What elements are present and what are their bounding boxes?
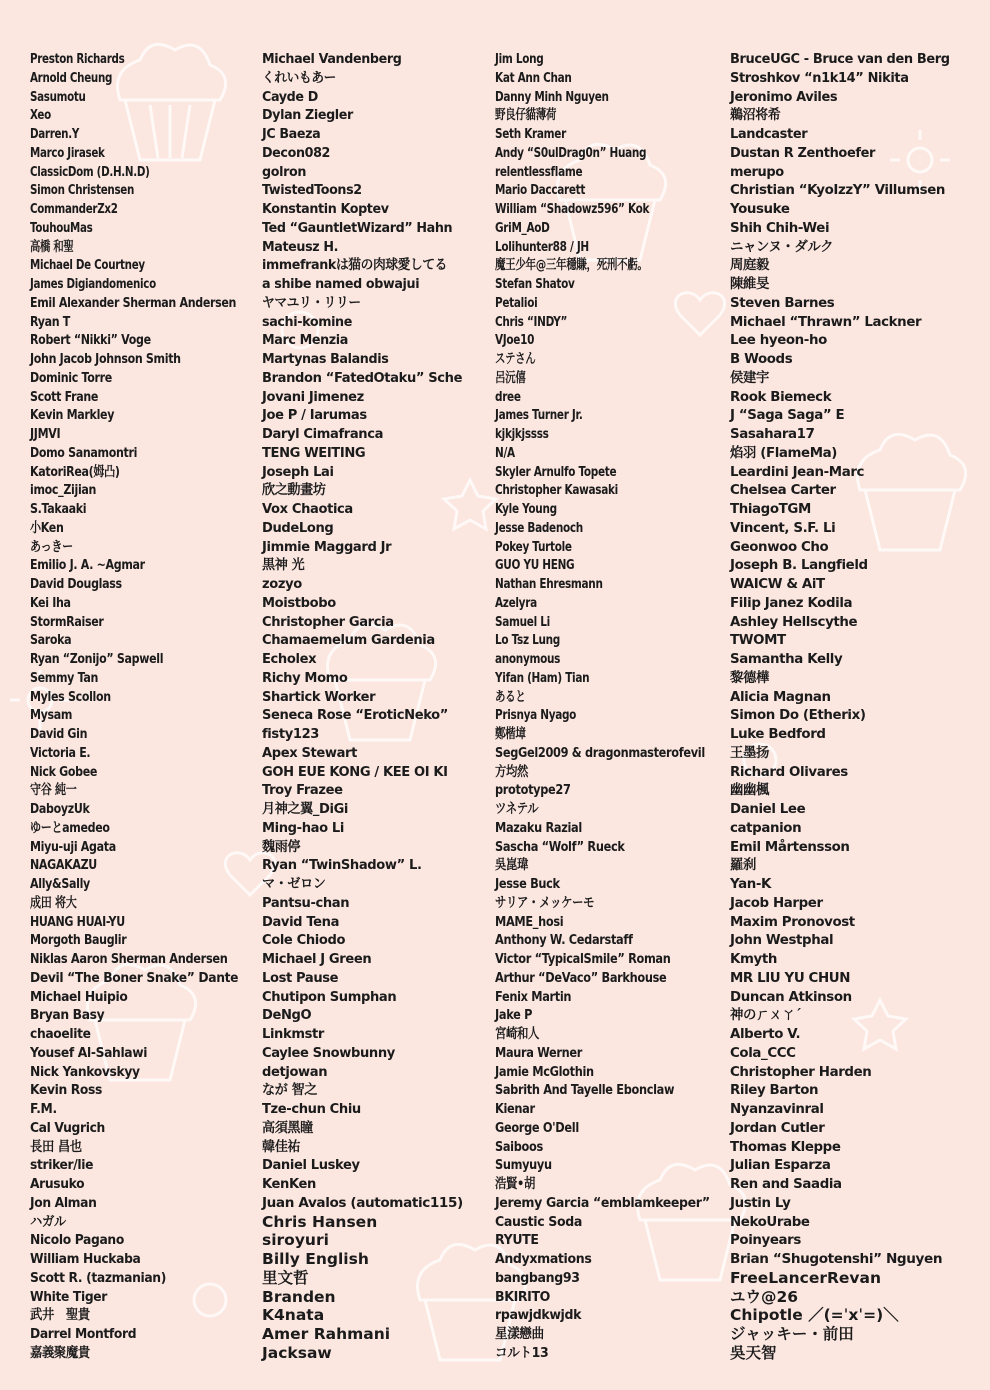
credit-name: TwistedToons2 xyxy=(262,182,362,199)
credit-name: 方均然 xyxy=(495,763,529,780)
credit-name: NekoUrabe xyxy=(730,1213,810,1230)
credit-name: Fenix Martin xyxy=(495,988,572,1005)
credits-column-2 xyxy=(262,50,470,1363)
credit-name: DaboyzUk xyxy=(30,801,90,817)
credit-name: Andyxmations xyxy=(495,1251,592,1267)
credit-name: Brian “Shugotenshi” Nguyen xyxy=(730,1251,943,1267)
credit-name: ステさん xyxy=(495,351,536,367)
credit-name: Jesse Buck xyxy=(495,876,560,892)
credit-name: Semmy Tan xyxy=(30,669,99,686)
credit-name: Vox Chaotica xyxy=(262,501,353,517)
credit-name: TouhouMas xyxy=(30,219,93,236)
credit-name: Maura Werner xyxy=(495,1044,583,1061)
credit-name: 羅刹 xyxy=(730,857,756,874)
credit-name: zozyo xyxy=(262,576,302,592)
credit-name: 吳天智 xyxy=(730,1343,777,1362)
credit-name: immefrankは猫の肉球愛してる xyxy=(262,257,448,274)
credit-name: prototype27 xyxy=(495,782,571,799)
credit-name: ハガル xyxy=(30,1213,66,1230)
credit-name: Kei Iha xyxy=(30,594,71,611)
credit-name: Joe P / Iarumas xyxy=(262,407,367,424)
credit-name: Shartick Worker xyxy=(262,688,376,705)
credit-name: Kienar xyxy=(495,1101,535,1117)
credit-name: CommanderZx2 xyxy=(30,201,118,217)
credit-name: a shibe named obwajui xyxy=(262,276,420,292)
credit-name: Emil Alexander Sherman Andersen xyxy=(30,294,237,311)
credit-name: Yousuke xyxy=(730,201,790,217)
credit-name: JJMVI xyxy=(30,426,61,442)
credit-name: Jeronimo Aviles xyxy=(730,88,838,105)
credit-name: Simon Do (Etherix) xyxy=(730,707,866,724)
credit-name: Seth Kramer xyxy=(495,126,566,142)
credit-name: Seneca Rose “EroticNeko” xyxy=(262,707,449,724)
credit-name: Justin Ly xyxy=(730,1194,791,1211)
credit-name: Sascha “Wolf” Rueck xyxy=(495,838,625,855)
credit-name: Thomas Kleppe xyxy=(730,1138,841,1155)
credit-name: Victor “TypicalSmile” Roman xyxy=(495,951,671,967)
credit-name: ジャッキー・前田 xyxy=(730,1325,854,1343)
credit-name: Shih Chih-Wei xyxy=(730,219,830,236)
credit-name: Sumyuyu xyxy=(495,1157,552,1174)
credit-name: Nyanzavinral xyxy=(730,1101,824,1117)
credit-name: Branden xyxy=(262,1287,336,1306)
credit-name: Stroshkov “n1k14” Nikita xyxy=(730,69,909,86)
credit-name: fisty123 xyxy=(262,726,320,742)
credit-name: Yifan (Ham) Tian xyxy=(495,669,590,686)
credit-name: JC Baeza xyxy=(262,126,321,142)
credit-name: Arthur “DeVaco” Barkhouse xyxy=(495,969,667,986)
credit-name: Ming-hao Li xyxy=(262,819,344,836)
credit-name: 高須黑瞳 xyxy=(262,1119,313,1136)
credit-name: Jimmie Maggard Jr xyxy=(262,538,392,555)
credit-name: Ally&Sally xyxy=(30,876,90,892)
credit-name: Niklas Aaron Sherman Andersen xyxy=(30,951,228,967)
credit-name: Billy English xyxy=(262,1250,369,1268)
credit-name: 黒神 光 xyxy=(262,557,305,574)
credit-name: くれいもあー xyxy=(262,69,337,86)
credit-name: Morgoth Bauglir xyxy=(30,932,127,949)
credit-name: MR LIU YU CHUN xyxy=(730,969,851,986)
credit-name: Victoria E. xyxy=(30,744,91,761)
credit-name: Alberto V. xyxy=(730,1026,801,1042)
credit-name: Anthony W. Cedarstaff xyxy=(495,932,633,949)
credit-name: Cayde D xyxy=(262,88,318,105)
credit-name: David Tena xyxy=(262,913,340,930)
credit-name: B Woods xyxy=(730,351,793,367)
credit-name: chaoelite xyxy=(30,1026,91,1042)
credit-name: Echolex xyxy=(262,651,317,667)
credit-name: James Turner Jr. xyxy=(495,407,583,424)
credit-name: Christian “KyoIzzY” Villumsen xyxy=(730,182,946,199)
credit-name: Prisnya Nyago xyxy=(495,707,577,724)
credit-name: Joseph B. Langfield xyxy=(730,557,868,574)
credit-name: William Huckaba xyxy=(30,1251,141,1267)
credit-name: 焰羽 (FlameMa) xyxy=(730,444,838,461)
credits-column-3 xyxy=(495,50,746,1363)
credit-name: Brandon “FatedOtaku” Sche xyxy=(262,369,463,386)
credit-name: ユウ@26 xyxy=(730,1287,799,1306)
credit-name: Ted “GauntletWizard” Hahn xyxy=(262,219,453,236)
credit-name: Mario Daccarett xyxy=(495,182,586,199)
credit-name: Yan-K xyxy=(730,876,771,892)
credit-name: 野良仔貓薄荷 xyxy=(495,107,557,124)
credit-name: Lee hyeon-ho xyxy=(730,332,827,349)
credit-name: Maxim Pronovost xyxy=(730,913,855,930)
credit-name: sachi-komine xyxy=(262,313,352,330)
credit-name: Domo Sanamontri xyxy=(30,444,138,461)
credit-name: Simon Christensen xyxy=(30,182,135,199)
credit-name: ニャンヌ・ダルク xyxy=(730,238,834,255)
credit-name: Jamie McGlothin xyxy=(495,1063,594,1080)
credit-name: 鵜沼将希 xyxy=(730,107,781,124)
credit-name: Kat Ann Chan xyxy=(495,69,572,86)
credit-name: Ren and Saadia xyxy=(730,1176,842,1192)
credit-name: Rook Biemeck xyxy=(730,388,832,405)
credit-name: J “Saga Saga” E xyxy=(730,407,845,424)
credit-name: Vincent, S.F. Li xyxy=(730,519,836,536)
credit-name: Apex Stewart xyxy=(262,744,357,761)
credit-name: Richard Olivares xyxy=(730,763,848,780)
credit-name: Luke Bedford xyxy=(730,726,826,742)
credit-name: Scott R. (tazmanian) xyxy=(30,1269,166,1286)
credit-name: Mazaku Razial xyxy=(495,819,582,836)
credit-name: Daryl Cimafranca xyxy=(262,426,384,442)
credit-name: Dylan Ziegler xyxy=(262,107,353,124)
credit-name: Julian Esparza xyxy=(730,1157,831,1174)
credit-name: anonymous xyxy=(495,651,561,667)
credit-name: Robert “Nikki” Voge xyxy=(30,332,151,349)
credit-name: Marc Menzia xyxy=(262,332,348,349)
credit-name: Jon Alman xyxy=(30,1194,97,1211)
credit-name: Pantsu-chan xyxy=(262,894,350,911)
credit-name: 魏雨停 xyxy=(262,838,301,855)
credit-name: 神のㄏㄨㄚˊ xyxy=(730,1007,802,1024)
credit-name: Chelsea Carter xyxy=(730,482,836,499)
credit-name: 長田 昌也 xyxy=(30,1138,82,1155)
credit-name: Leardini Jean-Marc xyxy=(730,463,865,480)
credit-name: Chipotle ／(=ˈxˈ=)＼ xyxy=(730,1306,899,1325)
credit-name: Kyle Young xyxy=(495,501,557,517)
credit-name: Christopher Garcia xyxy=(262,613,394,630)
credit-name: Tze-chun Chiu xyxy=(262,1101,361,1117)
credit-name: Kevin Ross xyxy=(30,1082,102,1099)
credit-name: Nathan Ehresmann xyxy=(495,576,603,592)
credit-name: Chamaemelum Gardenia xyxy=(262,632,435,649)
credit-name: Alicia Magnan xyxy=(730,688,831,705)
credit-name: Arnold Cheung xyxy=(30,69,113,86)
credit-name: Marco Jirasek xyxy=(30,144,105,161)
credit-name: ツネテル xyxy=(495,801,539,817)
credit-name: Stefan Shatov xyxy=(495,276,575,292)
credit-name: Geonwoo Cho xyxy=(730,538,829,555)
credit-name: Mateusz H. xyxy=(262,238,339,255)
credit-name: 幽幽楓 xyxy=(730,782,769,799)
credit-name: Miyu-uji Agata xyxy=(30,838,116,855)
credit-name: golron xyxy=(262,163,307,180)
credit-name: 吳崑瑋 xyxy=(495,857,529,874)
credit-name: Daniel Luskey xyxy=(262,1157,360,1174)
credit-name: Kmyth xyxy=(730,951,777,967)
credit-name: Saroka xyxy=(30,632,72,649)
credit-name: Samantha Kelly xyxy=(730,651,843,667)
credit-name: bangbang93 xyxy=(495,1269,580,1286)
credit-name: あると xyxy=(495,688,526,705)
credit-name: Emil Mårtensson xyxy=(730,838,850,855)
credit-name: Michael Huipio xyxy=(30,988,128,1005)
credits-column-4 xyxy=(730,50,960,1363)
credit-name: 守谷 純一 xyxy=(30,782,77,799)
credit-name: Daniel Lee xyxy=(730,801,806,817)
credit-name: Lost Pause xyxy=(262,969,339,986)
credits-column-1 xyxy=(30,50,284,1363)
credit-name: N/A xyxy=(495,444,515,461)
credit-name: Nicolo Pagano xyxy=(30,1232,124,1249)
credit-name: Samuel Li xyxy=(495,613,550,630)
credit-name: Christopher Harden xyxy=(730,1063,872,1080)
credit-name: MAME_hosi xyxy=(495,913,564,930)
credit-name: ゆーとamedeo xyxy=(30,819,110,836)
credit-name: ClassicDom (D.H.N.D) xyxy=(30,163,150,180)
credit-name: relentlessflame xyxy=(495,163,583,180)
credit-name: NAGAKAZU xyxy=(30,857,97,874)
credit-name: Michael “Thrawn” Lackner xyxy=(730,313,922,330)
credit-name: siroyuri xyxy=(262,1231,329,1250)
credit-name: 呂沅僖 xyxy=(495,369,526,386)
credit-name: dree xyxy=(495,388,521,405)
credit-name: Bryan Basy xyxy=(30,1007,105,1024)
credit-name: Darren.Y xyxy=(30,126,80,142)
credit-name: 浩賢•胡 xyxy=(495,1176,535,1192)
credit-name: Jesse Badenoch xyxy=(495,519,583,536)
credit-name: Duncan Atkinson xyxy=(730,988,852,1005)
credit-name: なが 智之 xyxy=(262,1082,317,1099)
credit-name: Sasumotu xyxy=(30,88,86,105)
credit-name: 嘉義聚魔貴 xyxy=(30,1344,90,1361)
credit-name: Skyler Arnulfo Topete xyxy=(495,463,617,480)
credit-name: Jacksaw xyxy=(262,1343,332,1362)
credit-name: Sabrith And Tayelle Ebonclaw xyxy=(495,1082,675,1099)
credit-name: Azelyra xyxy=(495,594,537,611)
credit-name: Decon082 xyxy=(262,144,331,161)
credit-name: Filip Janez Kodila xyxy=(730,594,853,611)
credit-name: Andy “S0ulDrag0n” Huang xyxy=(495,144,647,161)
credit-name: Nick Gobee xyxy=(30,763,98,780)
credit-name: Dustan R Zenthoefer xyxy=(730,144,876,161)
credit-name: Poinyears xyxy=(730,1232,801,1249)
credit-name: striker/lie xyxy=(30,1157,94,1174)
credit-name: Jovani Jimenez xyxy=(262,388,364,405)
credit-name: F.M. xyxy=(30,1101,57,1117)
credit-name: Xeo xyxy=(30,107,51,124)
credit-name: Jake P xyxy=(495,1007,533,1024)
credit-name: Jeremy Garcia “emblamkeeper” xyxy=(495,1194,710,1211)
credit-name: 武井 聖貴 xyxy=(30,1307,90,1324)
credit-name: DeNgO xyxy=(262,1007,312,1024)
credit-name: 周庭毅 xyxy=(730,257,769,274)
credit-name: detjowan xyxy=(262,1063,328,1080)
credit-name: Amer Rahmani xyxy=(262,1325,391,1343)
credit-name: Pokey Turtole xyxy=(495,538,572,555)
credit-name: Juan Avalos (automatic115) xyxy=(262,1194,463,1211)
credit-name: StormRaiser xyxy=(30,613,104,630)
credit-name: Michael De Courtney xyxy=(30,257,145,274)
credit-name: マ・ゼロン xyxy=(262,876,326,892)
credit-name: Michael J Green xyxy=(262,951,372,967)
credit-name: 星漾戀曲 xyxy=(495,1326,544,1342)
credit-name: Ryan “TwinShadow” L. xyxy=(262,857,422,874)
credit-name: コルト13 xyxy=(495,1344,549,1361)
credit-name: Ashley Hellscythe xyxy=(730,613,858,630)
credit-name: Richy Momo xyxy=(262,669,348,686)
credit-name: 里文哲 xyxy=(262,1268,309,1287)
credit-name: KatoriRea(姆凸) xyxy=(30,463,120,480)
credit-name: RYUTE xyxy=(495,1232,539,1249)
credit-name: 宮崎和人 xyxy=(495,1026,540,1042)
credit-name: 侯建宇 xyxy=(730,369,769,386)
credit-name: 欣之動畫坊 xyxy=(262,482,326,499)
credit-name: 王墨扬 xyxy=(730,744,769,761)
credit-name: Moistbobo xyxy=(262,594,336,611)
credit-name: Linkmstr xyxy=(262,1026,324,1042)
credit-name: Cal Vugrich xyxy=(30,1119,105,1136)
credit-name: Landcaster xyxy=(730,126,808,142)
credit-name: Joseph Lai xyxy=(262,463,334,480)
credit-name: Kevin Markley xyxy=(30,407,115,424)
credit-name: Riley Barton xyxy=(730,1082,819,1099)
credit-name: George O'Dell xyxy=(495,1119,579,1136)
credit-name: 韓佳祐 xyxy=(262,1138,301,1155)
credit-name: Petalioi xyxy=(495,294,538,311)
credit-name: Chutipon Sumphan xyxy=(262,988,397,1005)
credit-name: あっきー xyxy=(30,538,73,555)
credit-name: 黎德樺 xyxy=(730,669,769,686)
credit-name: Lolihunter88 / JH xyxy=(495,238,589,255)
credit-name: Chris “INDY” xyxy=(495,313,568,330)
credit-name: 月神之翼_DiGi xyxy=(262,801,349,817)
credit-name: Chris Hansen xyxy=(262,1212,378,1231)
credit-name: Konstantin Koptev xyxy=(262,201,389,217)
credit-name: Devil “The Boner Snake” Dante xyxy=(30,969,239,986)
credit-name: GUO YU HENG xyxy=(495,557,575,574)
credit-name: HUANG HUAI-YU xyxy=(30,913,125,930)
credit-name: Nick Yankovskyy xyxy=(30,1063,140,1080)
credit-name: 高橋 和聖 xyxy=(30,238,74,255)
credit-name: Cole Chiodo xyxy=(262,932,346,949)
credit-name: ヤマユリ・リリー xyxy=(262,294,361,311)
credit-name: imoc_Zijian xyxy=(30,482,97,499)
credit-name: David Gin xyxy=(30,726,88,742)
credit-name: Sasahara17 xyxy=(730,426,815,442)
credit-name: TWOMT xyxy=(730,632,786,649)
credit-name: Arusuko xyxy=(30,1176,85,1192)
credit-name: rpawjdkwjdk xyxy=(495,1307,582,1324)
credit-name: Jim Long xyxy=(495,51,544,67)
credit-name: kjkjkjssss xyxy=(495,426,549,442)
credit-name: Lo Tsz Lung xyxy=(495,632,560,649)
credit-name: WAICW & AiT xyxy=(730,576,825,592)
credit-name: Preston Richards xyxy=(30,51,125,67)
credit-name: Danny Minh Nguyen xyxy=(495,88,609,105)
credit-name: Cola_CCC xyxy=(730,1044,796,1061)
credit-name: DudeLong xyxy=(262,519,334,536)
credit-name: Emilio J. A. ~Agmar xyxy=(30,557,145,574)
credit-name: catpanion xyxy=(730,819,802,836)
credit-name: VJoe10 xyxy=(495,332,535,349)
credit-name: John Jacob Johnson Smith xyxy=(30,351,181,367)
credit-name: SegGel2009 & dragonmasterofevil xyxy=(495,744,705,761)
credit-name: K4nata xyxy=(262,1306,325,1325)
credit-name: Dominic Torre xyxy=(30,369,112,386)
credit-name: Martynas Balandis xyxy=(262,351,389,367)
credit-name: 鄭楷墇 xyxy=(495,726,526,742)
credit-name: FreeLancerRevan xyxy=(730,1268,882,1287)
credit-name: 魔王少年@三年穩賺，死刑不虧。 xyxy=(495,257,648,274)
credit-name: Steven Barnes xyxy=(730,294,835,311)
credit-name: Darrel Montford xyxy=(30,1326,137,1342)
credit-name: S.Takaaki xyxy=(30,501,87,517)
credit-name: Scott Frane xyxy=(30,388,99,405)
credit-name: サリア・メッケーモ xyxy=(495,894,595,911)
credit-name: ThiagoTGM xyxy=(730,501,811,517)
credit-name: BKIRITO xyxy=(495,1288,550,1305)
credit-name: James Digiandomenico xyxy=(30,276,156,292)
credit-name: merupo xyxy=(730,163,784,180)
credit-name: David Douglass xyxy=(30,576,122,592)
credit-name: Saiboos xyxy=(495,1138,543,1155)
credit-name: Ryan “Zonijo” Sapwell xyxy=(30,651,164,667)
credit-name: Jordan Cutler xyxy=(730,1119,825,1136)
credit-name: Mysam xyxy=(30,707,73,724)
credit-name: John Westphal xyxy=(730,932,834,949)
credit-name: Jacob Harper xyxy=(730,894,823,911)
credit-name: White Tiger xyxy=(30,1288,107,1305)
credit-name: Michael Vandenberg xyxy=(262,51,402,67)
credit-name: KenKen xyxy=(262,1176,316,1192)
credit-name: GOH EUE KONG / KEE OI KI xyxy=(262,763,448,780)
credit-name: Yousef Al-Sahlawi xyxy=(30,1044,148,1061)
credit-name: BruceUGC - Bruce van den Berg xyxy=(730,51,950,67)
credit-name: Caylee Snowbunny xyxy=(262,1044,395,1061)
credit-name: Christopher Kawasaki xyxy=(495,482,618,499)
credit-name: Myles Scollon xyxy=(30,688,111,705)
credit-name: 陳維旻 xyxy=(730,276,769,292)
credit-name: William “Shadowz596” Kok xyxy=(495,201,650,217)
credit-name: Caustic Soda xyxy=(495,1213,582,1230)
credit-name: TENG WEITING xyxy=(262,444,366,461)
credit-name: GriM_AoD xyxy=(495,219,550,236)
credit-name: Ryan T xyxy=(30,313,70,330)
credit-name: 成田 将大 xyxy=(30,894,77,911)
credits-list xyxy=(30,50,980,1370)
credit-name: Troy Frazee xyxy=(262,782,343,799)
credit-name: 小Ken xyxy=(30,519,64,536)
